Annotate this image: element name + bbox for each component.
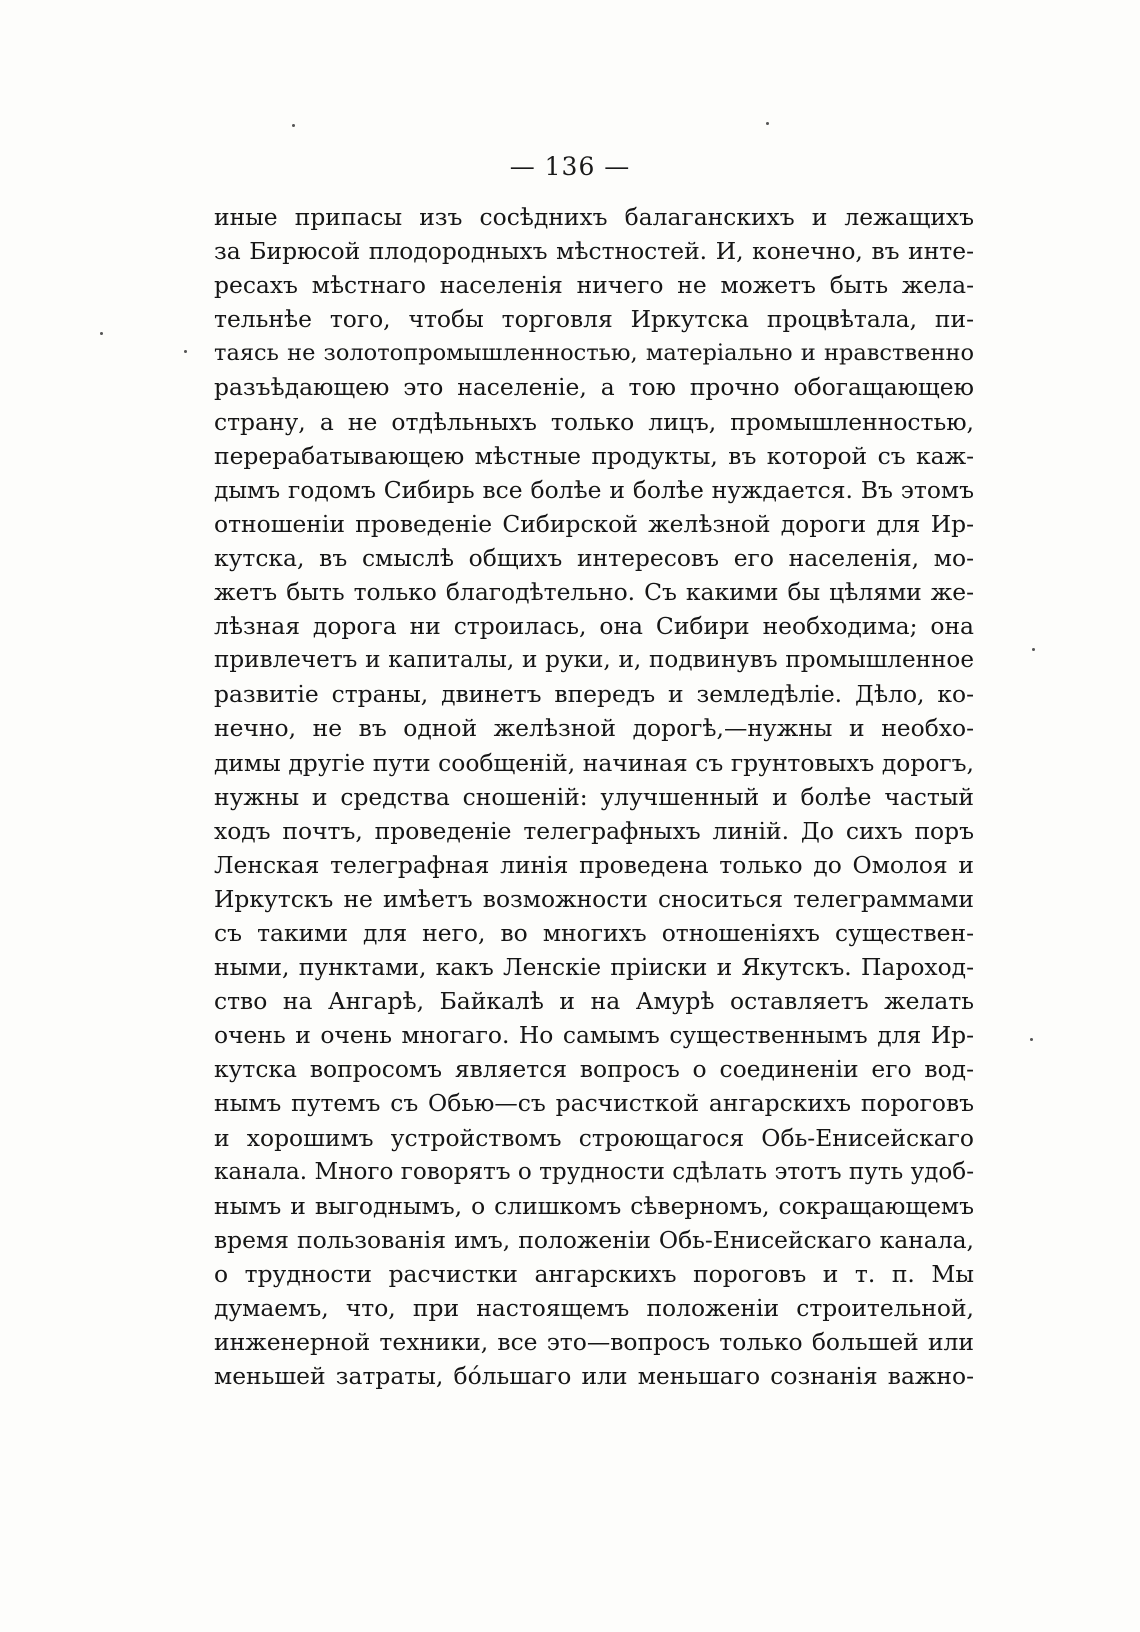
body-text: [214, 200, 974, 1393]
text-line: разъѣдающею это населеніе, а тою прочно обогащающею: [214, 373, 974, 402]
text-line: жетъ быть только благодѣтельно. Съ какими бы цѣлями же-: [214, 578, 974, 607]
text-line: Ленская телеграфная линія проведена только до Омолоя и: [214, 850, 974, 879]
text-line: димы другіе пути сообщеній, начиная съ грунтовыхъ дорогъ,: [214, 748, 974, 777]
print-speck: [766, 122, 769, 125]
text-line: кутска, въ смыслѣ общихъ интересовъ его населенія, мо-: [214, 543, 974, 572]
text-line: канала. Много говорятъ о трудности сдѣлать этотъ путь удоб-: [214, 1158, 974, 1185]
text-line: дымъ годомъ Сибирь все болѣе и болѣе нуждается. Въ этомъ: [214, 475, 974, 504]
text-line: развитіе страны, двинетъ впередъ и земледѣліе. Дѣло, ко-: [214, 680, 974, 709]
text-line: инженерной техники, все это—вопросъ только большей или: [214, 1328, 974, 1357]
text-line: перерабатывающею мѣстные продукты, въ которой съ каж-: [214, 441, 974, 470]
text-line: нымъ путемъ съ Обью—съ расчисткой ангарскихъ пороговъ: [214, 1089, 974, 1118]
text-line: ными, пунктами, какъ Ленскіе пріиски и Якутскъ. Пароход-: [214, 953, 974, 982]
text-line: таясь не золотопромышленностью, матеріально и нравственно: [214, 340, 974, 367]
text-line: ходъ почтъ, проведеніе телеграфныхъ линій. До сихъ поръ: [214, 816, 974, 845]
text-line: привлечетъ и капиталы, и руки, и, подвинувъ промышленное: [214, 647, 974, 674]
text-line: кутска вопросомъ является вопросъ о соединеніи его вод-: [214, 1055, 974, 1084]
page-number: — 136 —: [509, 152, 631, 181]
text-line: Иркутскъ не имѣетъ возможности сноситься телеграммами: [214, 884, 974, 913]
text-line: время пользованія имъ, положеніи Обь-Енисейскаго канала,: [214, 1225, 974, 1254]
print-speck: [100, 332, 103, 335]
text-line: съ такими для него, во многихъ отношеніяхъ существен-: [214, 918, 974, 947]
print-speck: [1030, 1038, 1033, 1041]
text-line: нымъ и выгоднымъ, о слишкомъ сѣверномъ, сокращающемъ: [214, 1191, 974, 1220]
print-speck: [292, 124, 295, 127]
text-line: иные припасы изъ сосѣднихъ балаганскихъ и лежащихъ: [214, 203, 974, 231]
print-speck: [1032, 648, 1035, 651]
text-line: и хорошимъ устройствомъ строющагося Обь-Енисейскаго: [214, 1123, 974, 1152]
text-line: нужны и средства сношеній: улучшенный и болѣе частый: [214, 782, 974, 811]
text-line: очень и очень многаго. Но самымъ существеннымъ для Ир-: [214, 1021, 974, 1050]
text-line: страну, а не отдѣльныхъ только лицъ, промышленностью,: [214, 407, 974, 436]
text-line: меньшей затраты, бóльшаго или меньшаго сознанія важно-: [214, 1362, 974, 1391]
text-line: нечно, не въ одной желѣзной дорогѣ,—нужны и необхо-: [214, 714, 974, 743]
text-line: думаемъ, что, при настоящемъ положеніи строительной,: [214, 1294, 974, 1322]
text-line: за Бирюсой плодородныхъ мѣстностей. И, конечно, въ инте-: [214, 237, 974, 266]
print-speck: [184, 350, 187, 353]
text-line: о трудности расчистки ангарскихъ пороговъ и т. п. Мы: [214, 1259, 974, 1288]
text-line: ресахъ мѣстнаго населенія ничего не можетъ быть жела-: [214, 271, 974, 300]
text-line: отношеніи проведеніе Сибирской желѣзной дороги для Ир-: [214, 509, 974, 538]
text-line: тельнѣе того, чтобы торговля Иркутска процвѣтала, пи-: [214, 305, 974, 334]
text-line: ство на Ангарѣ, Байкалѣ и на Амурѣ оставляетъ желать: [214, 987, 974, 1016]
text-line: лѣзная дорога ни строилась, она Сибири необходима; она: [214, 612, 974, 641]
